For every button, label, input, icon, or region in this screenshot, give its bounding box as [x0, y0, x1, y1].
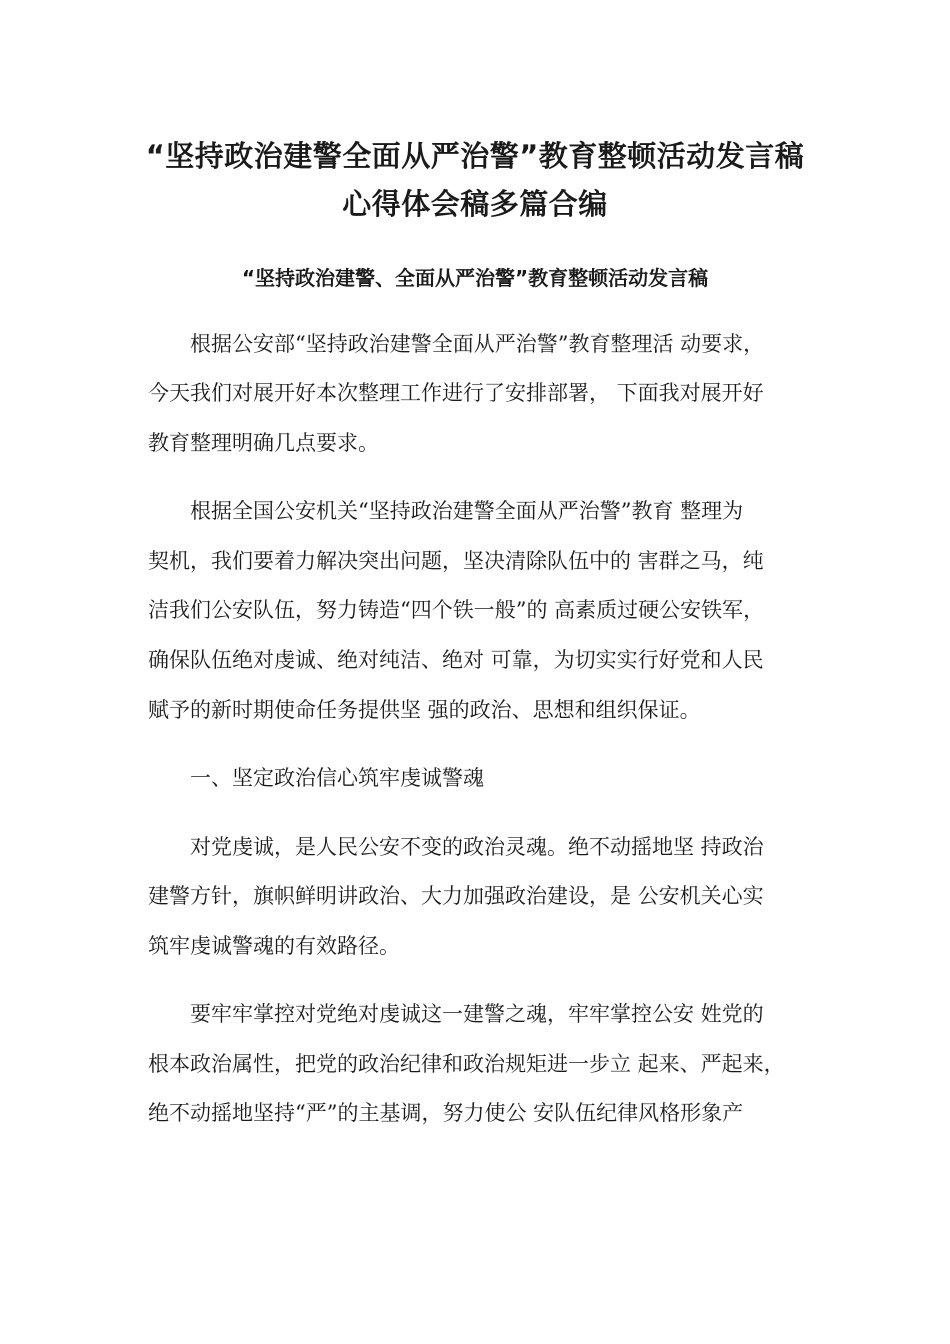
document-subtitle: “坚持政治建警、全面从严治警”教育整顿活动发言稿	[241, 266, 709, 290]
document-title-line-2: 心得体会稿多篇合编	[342, 187, 608, 221]
paragraph-2-line-1: 根据全国公安机关“坚持政治建警全面从严治警”教育 整理为	[190, 499, 744, 523]
paragraph-3-line-3: 筑牢虔诚警魂的有效路径。	[148, 934, 400, 958]
paragraph-1-line-2: 今天我们对展开好本次整理工作进行了安排部署， 下面我对展开好	[148, 381, 764, 405]
paragraph-4-line-2: 根本政治属性，把党的政治纪律和政治规矩进一步立 起来、严起来，	[148, 1052, 785, 1076]
paragraph-2-line-3: 洁我们公安队伍，努力铸造“四个铁一般”的 高素质过硬公安铁军，	[148, 598, 765, 622]
paragraph-1-line-1: 根据公安部“坚持政治建警全面从严治警”教育整理活 动要求，	[190, 332, 765, 356]
paragraph-4-line-1: 要牢牢掌控对党绝对虔诚这一建警之魂，牢牢掌控公安 姓党的	[190, 1002, 764, 1026]
paragraph-2-line-5: 赋予的新时期使命任务提供坚 强的政治、思想和组织保证。	[148, 698, 701, 722]
section-heading-1: 一、坚定政治信心筑牢虔诚警魂	[190, 766, 484, 790]
paragraph-1-line-3: 教育整理明确几点要求。	[148, 431, 379, 455]
paragraph-4-line-3: 绝不动摇地坚持“严”的主基调，努力使公 安队伍纪律风格形象产	[148, 1101, 744, 1125]
paragraph-2-line-2: 契机，我们要着力解决突出问题，坚决清除队伍中的 害群之马，纯	[148, 549, 764, 573]
document-title-line-1: “坚持政治建警全面从严治警”教育整顿活动发言稿	[145, 139, 805, 173]
paragraph-2-line-4: 确保队伍绝对虔诚、绝对纯洁、绝对 可靠，为切实实行好党和人民	[148, 648, 764, 672]
paragraph-3-line-2: 建警方针，旗帜鲜明讲政治、大力加强政治建设，是 公安机关心实	[148, 884, 764, 908]
paragraph-3-line-1: 对党虔诚，是人民公安不变的政治灵魂。绝不动摇地坚 持政治	[190, 835, 764, 859]
